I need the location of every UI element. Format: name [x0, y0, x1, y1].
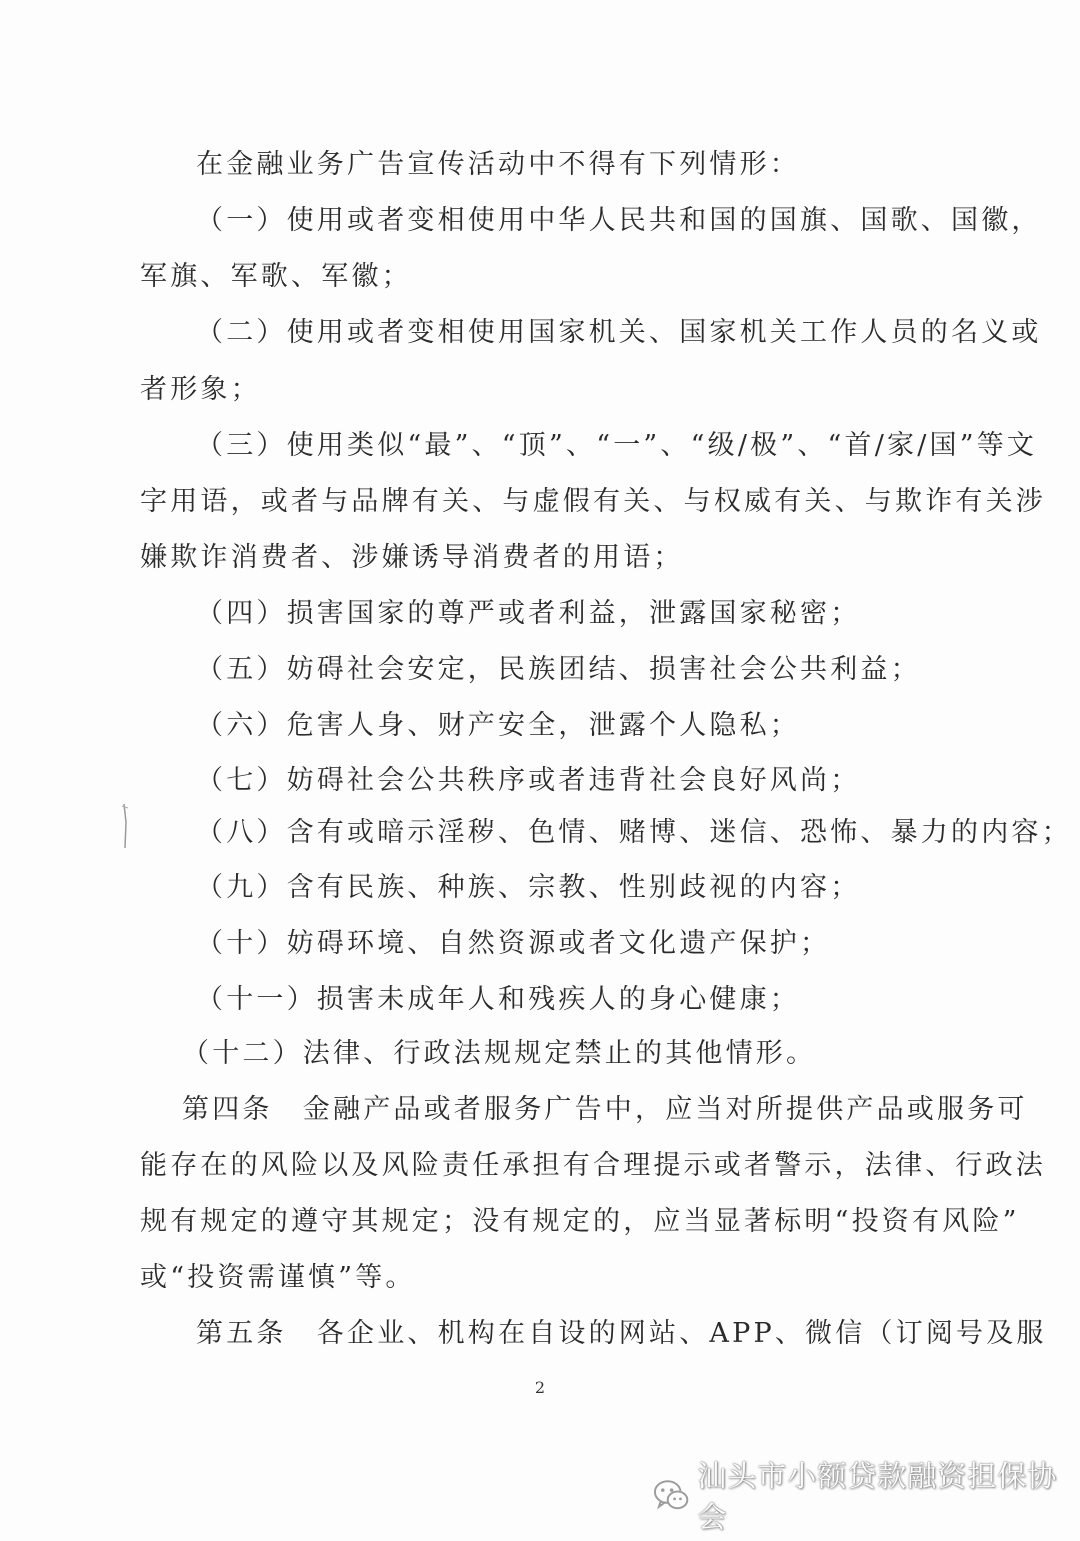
clause-6: （六）危害人身、财产安全，泄露个人隐私； [196, 710, 800, 741]
article-4-line-1: 第四条 金融产品或者服务广告中，应当对所提供产品或服务可 [182, 1094, 1028, 1125]
clause-2-line-1: （二）使用或者变相使用国家机关、国家机关工作人员的名义或 [196, 317, 1042, 348]
clause-1-line-1: （一）使用或者变相使用中华人民共和国的国旗、国歌、国徽， [196, 205, 1042, 236]
watermark-text: 汕头市小额贷款融资担保协会 [697, 1459, 1058, 1534]
article-5-line-1: 第五条 各企业、机构在自设的网站、APP、微信（订阅号及服 [196, 1318, 1047, 1349]
clause-2-line-2: 者形象； [140, 374, 261, 405]
clause-4: （四）损害国家的尊严或者利益，泄露国家秘密； [196, 598, 861, 629]
clause-3-line-1: （三）使用类似“最”、“顶”、“一”、“级/极”、“首/家/国”等文 [196, 430, 1038, 461]
clause-3-line-3: 嫌欺诈消费者、涉嫌诱导消费者的用语； [140, 542, 684, 573]
wechat-icon [652, 1475, 691, 1515]
clause-7: （七）妨碍社会公共秩序或者违背社会良好风尚； [196, 765, 861, 796]
article-4-line-4: 或“投资需谨慎”等。 [140, 1262, 416, 1293]
clause-10: （十）妨碍环境、自然资源或者文化遗产保护； [196, 928, 831, 959]
clause-11: （十一）损害未成年人和残疾人的身心健康； [196, 984, 800, 1015]
wechat-watermark [652, 1459, 1080, 1534]
clause-1-line-2: 军旗、军歌、军徽； [140, 261, 412, 292]
article-4-line-3: 规有规定的遵守其规定；没有规定的，应当显著标明“投资有风险” [140, 1206, 1020, 1237]
clause-9: （九）含有民族、种族、宗教、性别歧视的内容； [196, 872, 861, 903]
clause-8: （八）含有或暗示淫秽、色情、赌博、迷信、恐怖、暴力的内容； [196, 817, 1072, 848]
article-4-line-2: 能存在的风险以及风险责任承担有合理提示或者警示，法律、行政法 [140, 1150, 1046, 1181]
scan-artifact [118, 802, 134, 850]
intro-paragraph: 在金融业务广告宣传活动中不得有下列情形： [196, 149, 800, 180]
page-number: 2 [534, 1378, 546, 1397]
clause-5: （五）妨碍社会安定，民族团结、损害社会公共利益； [196, 654, 921, 685]
clause-3-line-2: 字用语，或者与品牌有关、与虚假有关、与权威有关、与欺诈有关涉 [140, 486, 1046, 517]
clause-12: （十二）法律、行政法规规定禁止的其他情形。 [182, 1038, 817, 1069]
